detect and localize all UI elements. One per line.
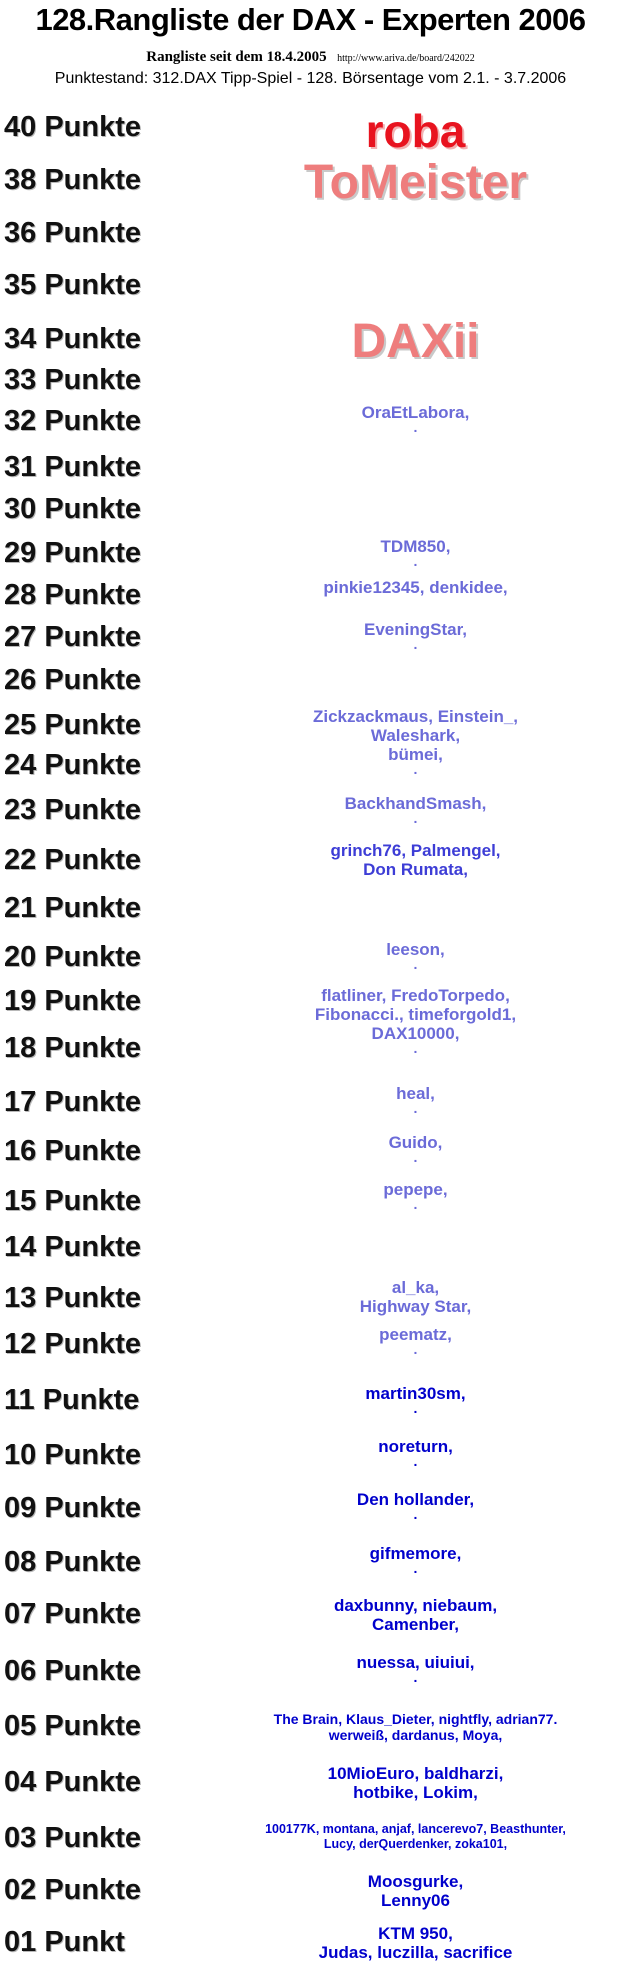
participant-line: OraEtLabora, — [361, 403, 470, 422]
participant-group — [260, 1084, 571, 1116]
points-label: 07 Punkte — [4, 1598, 141, 1630]
points-label: 29 Punkte — [4, 537, 141, 569]
participant-group — [260, 1872, 571, 1910]
points-label: 10 Punkte — [4, 1439, 141, 1471]
points-label: 34 Punkte — [4, 323, 141, 355]
points-label: 18 Punkte — [4, 1032, 141, 1064]
points-label: 27 Punkte — [4, 621, 141, 653]
leader-name: ToMeister — [303, 156, 528, 209]
separator-dot: . — [413, 1669, 418, 1685]
separator-dot: . — [413, 1506, 418, 1522]
points-label: 20 Punkte — [4, 941, 141, 973]
points-label: 32 Punkte — [4, 405, 141, 437]
separator-dot: . — [413, 636, 418, 652]
participant-line: hotbike, Lokim, — [353, 1783, 478, 1802]
points-label: 16 Punkte — [4, 1135, 141, 1167]
participant-group — [260, 1278, 571, 1316]
points-label: 13 Punkte — [4, 1282, 141, 1314]
participant-line: TDM850, — [380, 537, 451, 556]
participant-group — [260, 1437, 571, 1469]
participant-line: pepepe, — [383, 1180, 448, 1199]
participant-line: The Brain, Klaus_Dieter, nightfly, adrian77. — [273, 1711, 558, 1727]
points-label: 30 Punkte — [4, 493, 141, 525]
participant-group — [260, 1133, 571, 1165]
points-label: 14 Punkte — [4, 1231, 141, 1263]
participant-line: grinch76, Palmengel, — [330, 841, 501, 860]
participant-line: peematz, — [379, 1325, 452, 1344]
participant-line: KTM 950, — [378, 1924, 453, 1943]
participant-group — [260, 794, 571, 826]
participant-group — [260, 986, 571, 1056]
leader-name: DAXii — [351, 315, 480, 368]
points-label: 26 Punkte — [4, 664, 141, 696]
points-label: 02 Punkte — [4, 1874, 141, 1906]
separator-dot: . — [413, 553, 418, 569]
participant-group — [260, 707, 571, 777]
points-label: 05 Punkte — [4, 1710, 141, 1742]
participant-line: Zickzackmaus, Einstein_, — [312, 707, 519, 726]
participant-line: flatliner, FredoTorpedo, — [321, 986, 510, 1005]
points-label: 24 Punkte — [4, 749, 141, 781]
participant-line: Lucy, derQuerdenker, zoka101, — [323, 1837, 508, 1851]
points-label: 09 Punkte — [4, 1492, 141, 1524]
participant-line: 10MioEuro, baldharzi, — [327, 1764, 504, 1783]
participant-group — [260, 1711, 571, 1743]
participant-group — [260, 1822, 571, 1852]
participant-line: Lenny06 — [381, 1891, 450, 1910]
participant-line: daxbunny, niebaum, — [333, 1596, 498, 1615]
participant-group — [260, 1180, 571, 1212]
separator-dot: . — [413, 1400, 418, 1416]
points-label: 15 Punkte — [4, 1185, 141, 1217]
points-label: 08 Punkte — [4, 1546, 141, 1578]
points-label: 22 Punkte — [4, 844, 141, 876]
participant-group — [260, 1596, 571, 1634]
points-label: 11 Punkte — [4, 1384, 140, 1416]
points-label: 25 Punkte — [4, 709, 141, 741]
points-label: 19 Punkte — [4, 985, 141, 1017]
participant-group — [260, 537, 571, 569]
separator-dot: . — [413, 1560, 418, 1576]
participant-line: Guido, — [388, 1133, 443, 1152]
participant-line: Moosgurke, — [367, 1872, 464, 1891]
participant-line: EveningStar, — [364, 620, 467, 639]
participant-line: Highway Star, — [359, 1297, 472, 1316]
participant-line: werweiß, dardanus, Moya, — [328, 1727, 503, 1743]
participant-group — [260, 841, 571, 879]
participant-group — [260, 940, 571, 972]
participant-line: Don Rumata, — [363, 860, 468, 879]
participant-line: bümei, — [388, 745, 443, 764]
points-label: 31 Punkte — [4, 451, 141, 483]
separator-dot: . — [413, 419, 418, 435]
participant-line: Waleshark, — [370, 726, 461, 745]
points-label: 38 Punkte — [4, 164, 141, 196]
participant-line: Den hollander, — [356, 1490, 475, 1509]
points-label: 33 Punkte — [4, 364, 141, 396]
separator-dot: . — [413, 1453, 418, 1469]
participant-line: Fibonacci., timeforgold1, — [314, 1005, 517, 1024]
separator-dot: . — [413, 1040, 418, 1056]
points-label: 40 Punkte — [4, 111, 141, 143]
leader-name: roba — [365, 105, 466, 157]
points-label: 35 Punkte — [4, 269, 141, 301]
separator-dot: . — [413, 761, 418, 777]
participant-line: al_ka, — [391, 1278, 440, 1297]
points-label: 06 Punkte — [4, 1655, 141, 1687]
participant-line: leeson, — [386, 940, 445, 959]
participant-group — [260, 403, 571, 435]
participant-line: Judas, luczilla, sacrifice — [318, 1943, 513, 1962]
participant-group — [260, 1325, 571, 1357]
board-url: http://www.ariva.de/board/242022 — [337, 53, 475, 64]
separator-dot: . — [413, 956, 418, 972]
participant-line: pinkie12345, denkidee, — [323, 578, 508, 597]
participant-line: DAX10000, — [371, 1024, 460, 1043]
separator-dot: . — [413, 1196, 418, 1212]
participant-group — [260, 1653, 571, 1685]
participant-group — [260, 578, 571, 597]
points-label: 17 Punkte — [4, 1086, 141, 1118]
participant-line: heal, — [396, 1084, 435, 1103]
participant-line: nuessa, uiuiui, — [356, 1653, 475, 1672]
points-label: 28 Punkte — [4, 579, 141, 611]
participant-line: gifmemore, — [369, 1544, 462, 1563]
participant-line: 100177K, montana, anjaf, lancerevo7, Beasthunter, — [265, 1822, 566, 1836]
points-label: 21 Punkte — [4, 892, 141, 924]
points-label: 03 Punkte — [4, 1822, 141, 1854]
points-label: 23 Punkte — [4, 794, 141, 826]
participant-line: Camenber, — [372, 1615, 459, 1634]
participant-group — [260, 1490, 571, 1522]
participant-group — [260, 1544, 571, 1576]
separator-dot: . — [413, 1149, 418, 1165]
participant-group — [260, 1764, 571, 1802]
subtitle — [0, 48, 621, 66]
points-label: 04 Punkte — [4, 1766, 141, 1798]
points-label: 01 Punkt — [4, 1926, 125, 1958]
points-label: 36 Punkte — [4, 217, 141, 249]
since-date: Rangliste seit dem 18.4.2005 — [146, 49, 327, 65]
participant-group — [260, 620, 571, 652]
separator-dot: . — [413, 810, 418, 826]
separator-dot: . — [413, 1341, 418, 1357]
participant-group — [260, 1384, 571, 1416]
participant-line: noreturn, — [378, 1437, 453, 1456]
separator-dot: . — [413, 1100, 418, 1116]
participant-line: martin30sm, — [365, 1384, 466, 1403]
participant-line: BackhandSmash, — [344, 794, 487, 813]
status-line: Punktestand: 312.DAX Tipp-Spiel - 128. Börsentage vom 2.1. - 3.7.2006 — [54, 70, 567, 87]
participant-group — [260, 1924, 571, 1962]
points-label: 12 Punkte — [4, 1328, 141, 1360]
page-title: 128.Rangliste der DAX - Experten 2006 — [35, 2, 586, 37]
